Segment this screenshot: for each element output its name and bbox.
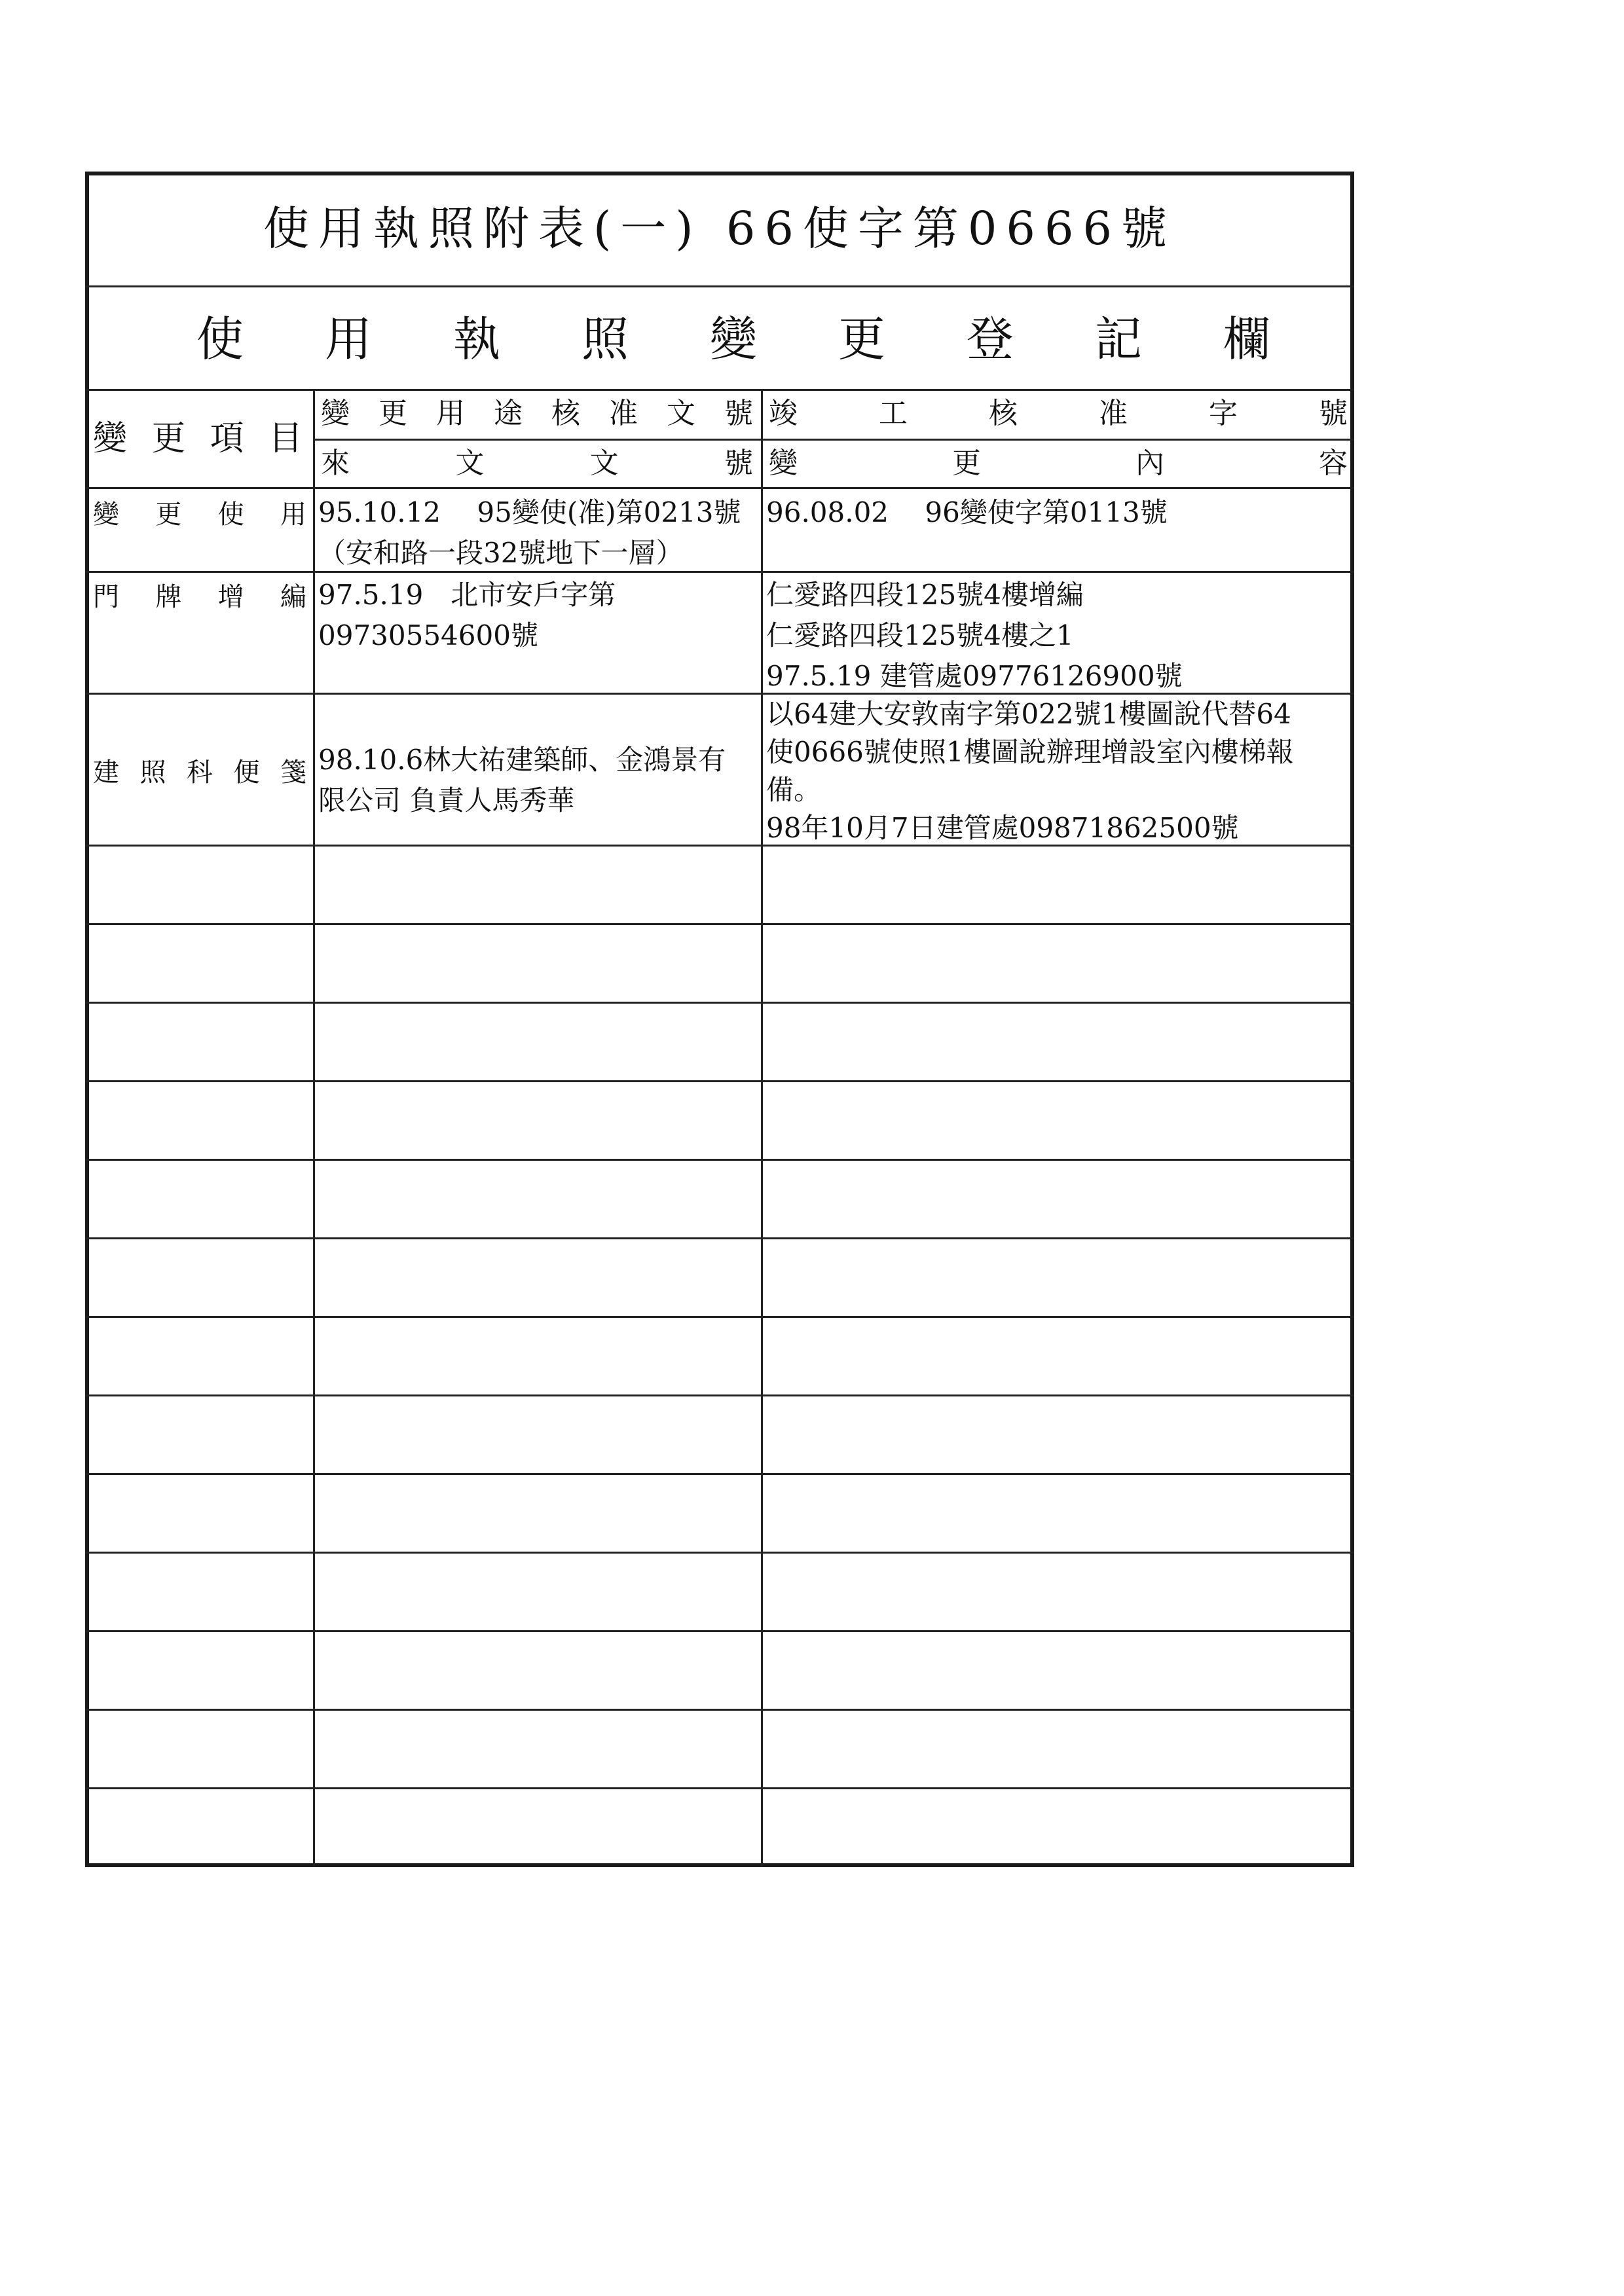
rule-empty — [85, 1394, 1354, 1396]
rule-empty — [85, 1002, 1354, 1004]
rule-empty — [85, 1316, 1354, 1318]
rule-empty — [85, 1709, 1354, 1711]
rule-header-mid — [313, 439, 1354, 441]
form-subtitle: 使 用 執 照 變 更 登 記 欄 — [196, 312, 1270, 367]
header-change-item: 變 更 項 目 — [93, 419, 303, 458]
row-doc: 98.10.6林大祐建築師、金鴻景有 限公司 負責人馬秀華 — [318, 744, 726, 816]
rule-empty — [85, 1080, 1354, 1082]
rule-empty — [85, 1473, 1354, 1475]
row-content: 以64建大安敦南字第022號1樓圖說代替64 使0666號使照1樓圖說辦理增設室內樓梯報 備。 98年10月7日建管處09871862500號 — [766, 698, 1294, 844]
rule-title — [85, 285, 1354, 287]
header-approval-doc: 變 更 用 途 核 准 文 號 — [321, 397, 753, 430]
rule-empty — [85, 1787, 1354, 1789]
header-completion-no: 竣 工 核 准 字 號 — [769, 397, 1348, 430]
row-content: 96.08.02 96變使字第0113號 — [766, 496, 1168, 528]
rule-empty — [85, 923, 1354, 925]
rule-header-bottom — [85, 487, 1354, 489]
row-item-change-use: 變 更 使 用 — [93, 500, 306, 530]
row-item-memo: 建 照 科 便 箋 — [93, 757, 306, 788]
header-incoming-doc: 來 文 文 號 — [321, 446, 753, 480]
column-divider-2 — [761, 389, 763, 1867]
row-content: 仁愛路四段125號4樓增編 仁愛路四段125號4樓之1 97.5.19 建管處09776126900號 — [766, 579, 1183, 692]
rule-empty — [85, 1552, 1354, 1554]
rule-empty — [85, 1159, 1354, 1161]
form-title: 使用執照附表(一) 66使字第0666號 — [263, 202, 1177, 255]
rule-subtitle — [85, 389, 1354, 391]
rule-empty — [85, 1237, 1354, 1239]
row-item-house-number: 門 牌 增 編 — [93, 582, 306, 612]
license-form — [85, 172, 1354, 1867]
column-divider-1 — [313, 389, 315, 1867]
row-doc: 97.5.19 北市安戶字第 09730554600號 — [318, 579, 616, 651]
rule-empty — [85, 1630, 1354, 1632]
header-change-content: 變 更 內 容 — [769, 446, 1348, 480]
row-doc: 95.10.12 95變使(准)第0213號 （安和路一段32號地下一層） — [318, 496, 741, 569]
